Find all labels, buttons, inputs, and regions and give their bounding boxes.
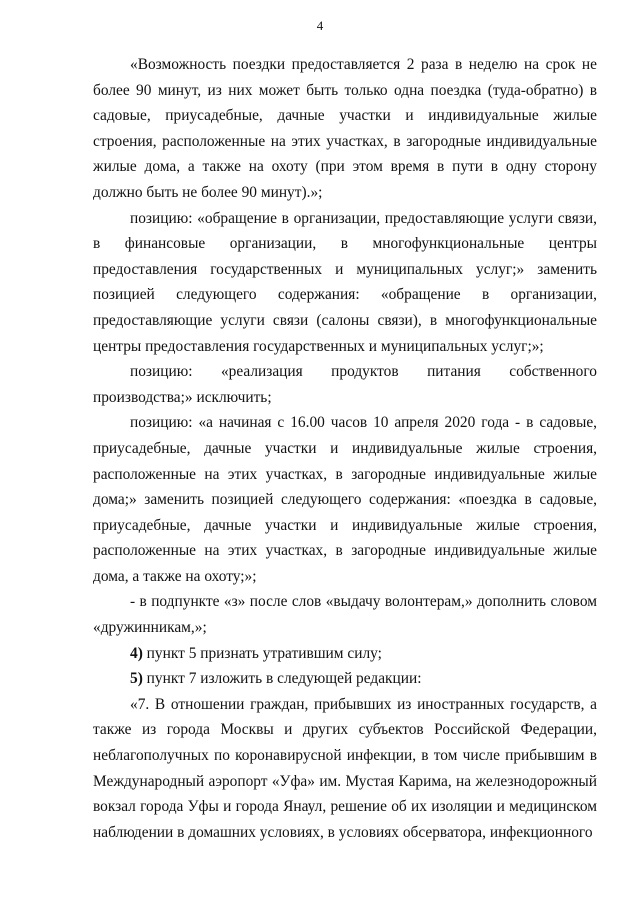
paragraph-point-7: «7. В отношении граждан, прибывших из иностранных государств, а также из города Москвы и других субъектов Российской Федерации, неблагополучных по коронавирусной инфекции, в том числе прибывшим в Международный аэропорт «Уфа» им. Мустая Карима, на железнодорожный вокзал города Уфы и города Янаул, решение об их изоляции и медицинском наблюдении в домашних условиях, в условиях обсерватора, инфекционного <box>93 695 597 841</box>
item-4-text: пункт 5 признать утратившим силу; <box>142 644 382 662</box>
item-5-text: пункт 7 изложить в следующей редакции: <box>142 670 422 688</box>
paragraph-garden-plots: позицию: «а начиная с 16.00 часов 10 апреля 2020 года - в садовые, приусадебные, дачные участки и индивидуальные жилые строения, расположенные на этих участках, в загородные индивидуальные жилые дома;» заменить позицией следующего содержания: «поездка в садовые, приусадебные, дачные участки и индивидуальные жилые строения, расположенные на этих участках, в загородные индивидуальные жилые дома, а также на охоту;»; <box>93 414 597 585</box>
paragraph-trip-possibility: «Возможность поездки предоставляется 2 раза в неделю на срок не более 90 минут, из них может быть только одна поездка (туда-обратно) в садовые, приусадебные, дачные участки и индивидуальные жилые строения, расположенные на этих участках, в загородные индивидуальные жилые дома, а также на охоту (при этом время в пути в одну сторону должно быть не более 90 минут).»; <box>93 56 597 201</box>
item-4 <box>93 641 597 667</box>
page-number: 4 <box>316 18 324 33</box>
document-body <box>93 52 597 845</box>
item-5-marker: 5) <box>130 670 143 688</box>
paragraph-communication-services: позицию: «обращение в организации, предоставляющие услуги связи, в финансовые организации, в многофункциональные центры предоставления государственных и муниципальных услуг;» заменить позицией следующего содержания: «обращение в организации, предоставляющие услуги связи (салоны связи), в многофункциональные центры предоставления государственных и муниципальных услуг;»; <box>93 209 597 355</box>
item-4-marker: 4) <box>130 644 143 662</box>
paragraph-subpoint-z: - в подпункте «з» после слов «выдачу волонтерам,» дополнить словом «дружинникам,»; <box>93 593 597 637</box>
paragraph-food-products: позицию: «реализация продуктов питания собственного производства;» исключить; <box>93 363 597 406</box>
item-5 <box>93 666 597 692</box>
